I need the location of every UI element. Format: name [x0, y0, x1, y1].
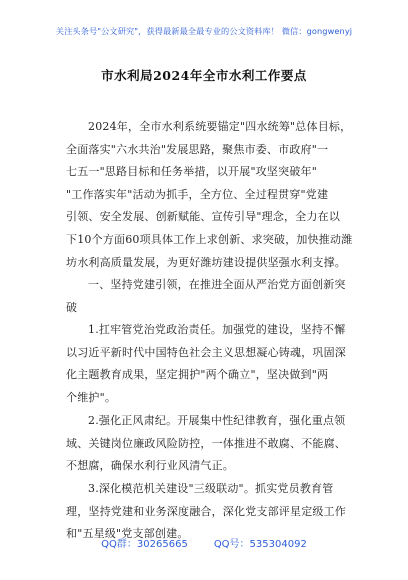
paragraph-line: 理，坚持党建和业务深度融合，深化党支部评星定级工作	[66, 504, 346, 518]
paragraph-line: "工作落实年"活动为抓手，全方位、全过程贯穿"党建	[66, 187, 329, 201]
paragraph-line: 以习近平新时代中国特色社会主义思想凝心铸魂，巩固深	[66, 345, 346, 359]
item-2-paragraph	[66, 410, 356, 478]
paragraph-line: 3.深化模范机关建设"三级联动"。抓实党员教育管	[88, 482, 334, 495]
section-heading-line: 一、坚持党建引领，在推进全面从严治党方面创新突	[88, 278, 346, 291]
header-banner: 关注头条号"公文研究"，获得最新最全最专业的公文资料库！ 微信：gongwenyj	[55, 26, 353, 36]
paragraph-line: 坊水利高质量发展，为更好潍坊建设提供坚强水利支撑。	[66, 255, 346, 269]
paragraph-line: 1.扛牢管党治党政治责任。加强党的建设，坚持不懈	[88, 323, 346, 336]
paragraph-line: 引领、安全发展、创新赋能、宣传引导"理念，全力在以	[66, 210, 341, 224]
item-1-paragraph	[66, 319, 356, 409]
paragraph-line: 化主题教育成果，坚定拥护"两个确立"，坚决做到"两	[66, 368, 329, 382]
paragraph-line: 全面落实"六水共治"发展思路，聚焦市委、市政府"一	[66, 142, 329, 156]
qq-group-text: QQ群：30265665	[101, 539, 188, 550]
qq-number-text: QQ号：535304092	[213, 539, 307, 550]
paragraph-line: 下10个方面60项具体工作上求创新、求突破，加快推动潍	[66, 232, 353, 246]
paragraph-line: 七五一"思路目标和任务举措，以开展"攻坚突破年"	[66, 165, 317, 179]
paragraph-line: 个维护"。	[66, 390, 117, 404]
paragraph-line: 不想腐，确保水利行业风清气正。	[66, 459, 234, 473]
paragraph-line: 和"五星级"党支部创建。	[66, 527, 189, 541]
paragraph-line: 域、关键岗位廉政风险防控，一体推进不敢腐、不能腐、	[66, 436, 346, 450]
paragraph-line: 2.强化正风肃纪。开展集中性纪律教育，强化重点领	[88, 414, 346, 427]
paragraph-line: 2024年，全市水利系统要锚定"四水统筹"总体目标，	[88, 120, 352, 133]
document-title: 市水利局2024年全市水利工作要点	[101, 68, 307, 83]
footer-contact	[0, 535, 408, 550]
section-heading-line: 破	[66, 300, 78, 314]
intro-paragraph	[66, 116, 356, 274]
section-heading-1	[66, 274, 356, 319]
